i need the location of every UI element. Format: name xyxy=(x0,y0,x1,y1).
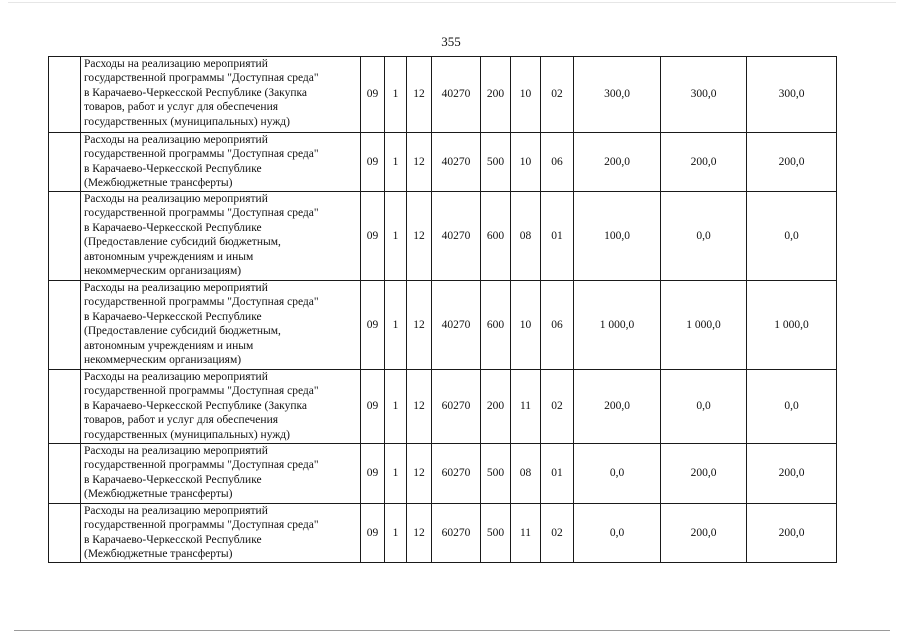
amount-year-2: 0,0 xyxy=(661,370,747,444)
row-description: Расходы на реализацию мероприятий государственной программы "Доступная среда" в Карачаево-Черкесской Республике (Закупка товаров, работ и услуг для обеспечения государственных (муниципальных) нужд) xyxy=(81,57,361,133)
code-direction: 40270 xyxy=(432,281,481,370)
row-description: Расходы на реализацию мероприятий государственной программы "Доступная среда" в Карачаево-Черкесской Республике (Межбюджетные трансферты) xyxy=(81,504,361,563)
code-program: 1 xyxy=(385,504,407,563)
code-subprogram: 12 xyxy=(407,504,432,563)
code-subsection: 02 xyxy=(541,370,574,444)
code-expense-type: 600 xyxy=(481,281,511,370)
code-subprogram: 12 xyxy=(407,57,432,133)
amount-year-3: 0,0 xyxy=(747,192,837,281)
code-subprogram: 12 xyxy=(407,133,432,192)
code-subsection: 01 xyxy=(541,444,574,504)
amount-year-3: 200,0 xyxy=(747,504,837,563)
amount-year-1: 200,0 xyxy=(574,133,661,192)
code-ministry: 09 xyxy=(361,133,385,192)
code-ministry: 09 xyxy=(361,444,385,504)
code-subsection: 01 xyxy=(541,192,574,281)
code-section: 08 xyxy=(511,444,541,504)
row-description: Расходы на реализацию мероприятий государственной программы "Доступная среда" в Карачаево-Черкесской Республике (Предоставление субсидий бюджетным, автономным учреждениям и иным некоммерческим организациям) xyxy=(81,192,361,281)
row-number-cell xyxy=(49,504,81,563)
amount-year-2: 0,0 xyxy=(661,192,747,281)
code-section: 10 xyxy=(511,281,541,370)
code-program: 1 xyxy=(385,370,407,444)
table-row xyxy=(49,444,837,504)
amount-year-2: 1 000,0 xyxy=(661,281,747,370)
row-description: Расходы на реализацию мероприятий государственной программы "Доступная среда" в Карачаево-Черкесской Республике (Межбюджетные трансферты) xyxy=(81,444,361,504)
code-direction: 40270 xyxy=(432,133,481,192)
row-number-cell xyxy=(49,57,81,133)
amount-year-3: 200,0 xyxy=(747,444,837,504)
code-ministry: 09 xyxy=(361,192,385,281)
page-number: 355 xyxy=(441,34,461,49)
row-description: Расходы на реализацию мероприятий государственной программы "Доступная среда" в Карачаево-Черкесской Республике (Закупка товаров, работ и услуг для обеспечения государственных (муниципальных) нужд) xyxy=(81,370,361,444)
amount-year-1: 0,0 xyxy=(574,504,661,563)
code-program: 1 xyxy=(385,192,407,281)
code-program: 1 xyxy=(385,57,407,133)
table-row xyxy=(49,281,837,370)
code-expense-type: 200 xyxy=(481,370,511,444)
table-row xyxy=(49,192,837,281)
code-ministry: 09 xyxy=(361,504,385,563)
code-ministry: 09 xyxy=(361,370,385,444)
code-section: 11 xyxy=(511,504,541,563)
amount-year-2: 300,0 xyxy=(661,57,747,133)
code-direction: 40270 xyxy=(432,192,481,281)
code-direction: 40270 xyxy=(432,57,481,133)
code-section: 11 xyxy=(511,370,541,444)
table-row xyxy=(49,133,837,192)
code-subprogram: 12 xyxy=(407,281,432,370)
code-ministry: 09 xyxy=(361,281,385,370)
code-program: 1 xyxy=(385,444,407,504)
top-edge-line xyxy=(8,2,896,3)
code-section: 08 xyxy=(511,192,541,281)
table-row xyxy=(49,370,837,444)
code-subsection: 06 xyxy=(541,133,574,192)
code-expense-type: 600 xyxy=(481,192,511,281)
code-expense-type: 200 xyxy=(481,57,511,133)
bottom-edge-line xyxy=(14,630,890,631)
table-row xyxy=(49,57,837,133)
row-number-cell xyxy=(49,192,81,281)
amount-year-1: 100,0 xyxy=(574,192,661,281)
code-expense-type: 500 xyxy=(481,504,511,563)
row-number-cell xyxy=(49,444,81,504)
code-expense-type: 500 xyxy=(481,444,511,504)
budget-table xyxy=(48,56,837,563)
code-subprogram: 12 xyxy=(407,444,432,504)
row-description: Расходы на реализацию мероприятий государственной программы "Доступная среда" в Карачаево-Черкесской Республике (Предоставление субсидий бюджетным, автономным учреждениям и иным некоммерческим организациям) xyxy=(81,281,361,370)
code-ministry: 09 xyxy=(361,57,385,133)
code-subsection: 06 xyxy=(541,281,574,370)
amount-year-2: 200,0 xyxy=(661,504,747,563)
table-row xyxy=(49,504,837,563)
code-section: 10 xyxy=(511,57,541,133)
code-direction: 60270 xyxy=(432,370,481,444)
row-number-cell xyxy=(49,370,81,444)
amount-year-3: 0,0 xyxy=(747,370,837,444)
code-program: 1 xyxy=(385,281,407,370)
code-subsection: 02 xyxy=(541,57,574,133)
code-expense-type: 500 xyxy=(481,133,511,192)
row-description: Расходы на реализацию мероприятий государственной программы "Доступная среда" в Карачаево-Черкесской Республике (Межбюджетные трансферты) xyxy=(81,133,361,192)
amount-year-2: 200,0 xyxy=(661,444,747,504)
amount-year-1: 1 000,0 xyxy=(574,281,661,370)
code-program: 1 xyxy=(385,133,407,192)
amount-year-2: 200,0 xyxy=(661,133,747,192)
code-direction: 60270 xyxy=(432,444,481,504)
code-section: 10 xyxy=(511,133,541,192)
code-subprogram: 12 xyxy=(407,370,432,444)
amount-year-3: 200,0 xyxy=(747,133,837,192)
row-number-cell xyxy=(49,281,81,370)
amount-year-1: 300,0 xyxy=(574,57,661,133)
code-subprogram: 12 xyxy=(407,192,432,281)
amount-year-3: 1 000,0 xyxy=(747,281,837,370)
code-direction: 60270 xyxy=(432,504,481,563)
code-subsection: 02 xyxy=(541,504,574,563)
amount-year-1: 0,0 xyxy=(574,444,661,504)
row-number-cell xyxy=(49,133,81,192)
amount-year-1: 200,0 xyxy=(574,370,661,444)
amount-year-3: 300,0 xyxy=(747,57,837,133)
